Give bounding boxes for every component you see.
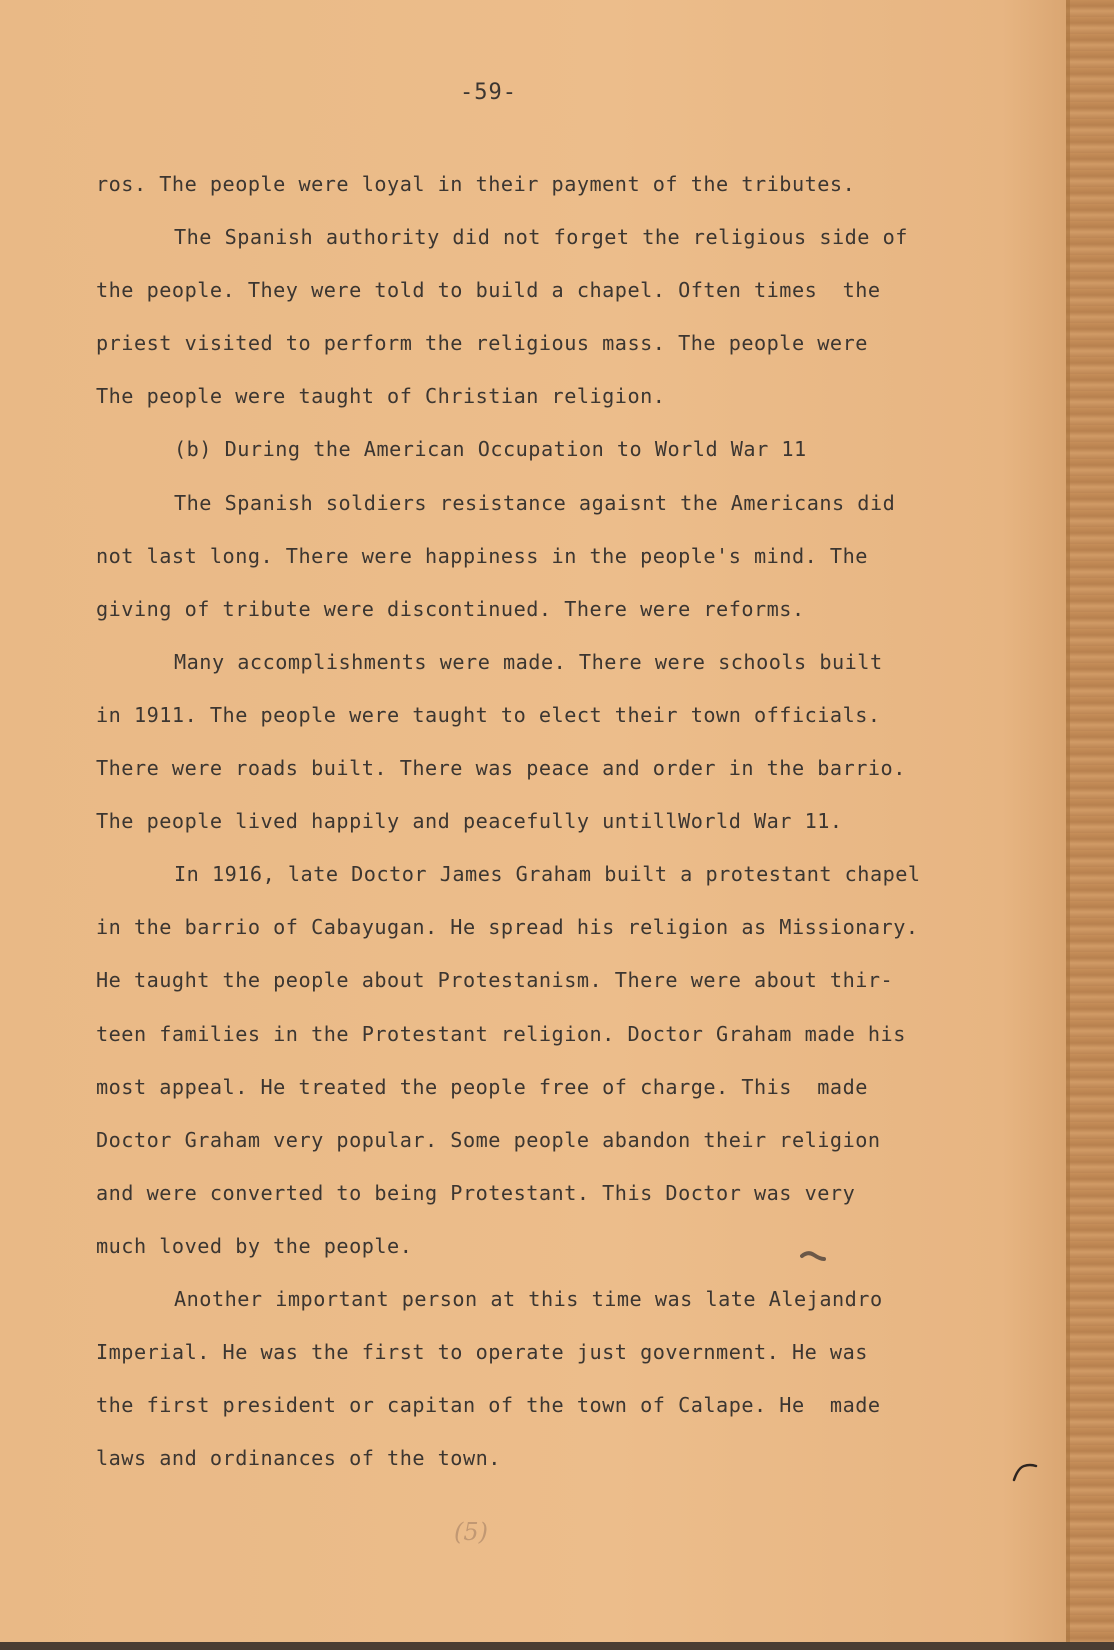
text-line: and were converted to being Protestant. This Doctor was very	[96, 1180, 856, 1205]
text-line: giving of tribute were discontinued. There were reforms.	[96, 596, 805, 621]
text-line: much loved by the people.	[96, 1233, 413, 1258]
text-line: The Spanish authority did not forget the religious side of	[174, 225, 908, 250]
pencil-annotation	[450, 1512, 496, 1552]
binding-shadow	[1066, 0, 1070, 1650]
text-line: teen families in the Protestant religion. Doctor Graham made his	[96, 1021, 906, 1046]
text-line: most appeal. He treated the people free of charge. This made	[96, 1074, 868, 1099]
text-line: Many accomplishments were made. There were schools built	[174, 649, 883, 674]
page-number: -59-	[460, 80, 517, 105]
text-line: The people were taught of Christian religion.	[96, 384, 666, 409]
text-line: not last long. There were happiness in the people's mind. The	[96, 543, 868, 568]
text-line: Imperial. He was the first to operate just government. He was	[96, 1340, 868, 1365]
margin-pen-mark	[1010, 1460, 1040, 1484]
section-heading: (b) During the American Occupation to World War 11	[174, 437, 807, 462]
text-line: He taught the people about Protestanism. There were about thir-	[96, 968, 894, 993]
text-line: in the barrio of Cabayugan. He spread his religion as Missionary.	[96, 915, 919, 940]
book-binding-edge	[1066, 0, 1114, 1650]
text-line: in 1911. The people were taught to elect their town officials.	[96, 702, 881, 727]
text-line: The people lived happily and peacefully untillWorld War 11.	[96, 809, 843, 834]
ink-smudge	[800, 1250, 826, 1264]
text-line: There were roads built. There was peace and order in the barrio.	[96, 756, 906, 781]
text-line: priest visited to perform the religious mass. The people were	[96, 331, 868, 356]
text-line: In 1916, late Doctor James Graham built a protestant chapel	[174, 862, 921, 887]
typed-body-text	[96, 158, 966, 1485]
text-line: the people. They were told to build a chapel. Often times the	[96, 278, 881, 303]
text-line: laws and ordinances of the town.	[96, 1446, 501, 1471]
text-line: the first president or capitan of the town of Calape. He made	[96, 1393, 881, 1418]
text-line: ros. The people were loyal in their payment of the tributes.	[96, 172, 856, 196]
scan-bottom-strip	[0, 1642, 1114, 1650]
text-line: The Spanish soldiers resistance agaisnt the Americans did	[174, 490, 896, 515]
text-line: Doctor Graham very popular. Some people abandon their religion	[96, 1127, 881, 1152]
svg-text:(5): (5)	[454, 1518, 488, 1546]
text-line: Another important person at this time was late Alejandro	[174, 1286, 883, 1311]
